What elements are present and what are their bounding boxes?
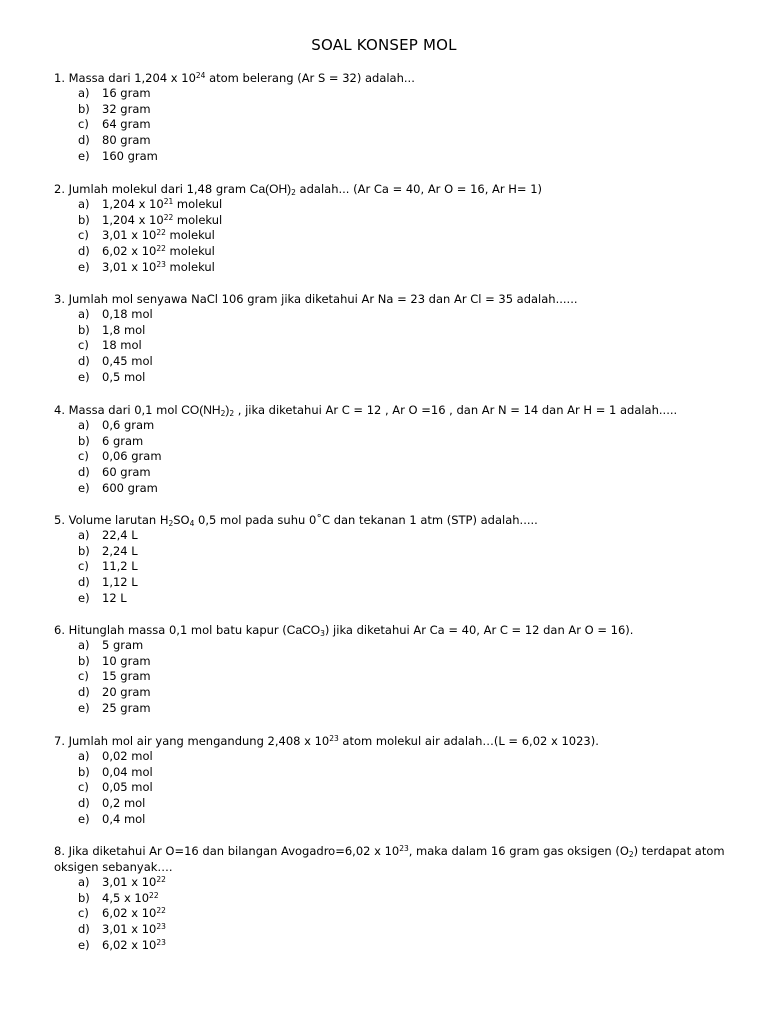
subscript: 3 [320, 629, 325, 638]
answer-option: b) 4,5 x $10^{22}$ [78, 890, 159, 905]
answer-option: a) 5 gram [78, 638, 144, 652]
superscript: 22 [156, 244, 166, 254]
superscript: 24 [195, 71, 206, 80]
answer-option: e) 3,01 x $10^{23}$ molekul [78, 259, 215, 274]
answer-options [54, 307, 734, 385]
answer-options [54, 528, 734, 606]
answer-option: c) 64 gram [78, 117, 151, 132]
answer-option: d) 3,01 x $10^{23}$ [78, 922, 166, 937]
question-text: 3. Jumlah mol senyawa NaCl 106 gram jika diketahui Ar Na = 23 dan Ar Cl = 35 adalah...... [54, 292, 578, 306]
answer-option: c) 0,05 mol [78, 780, 153, 795]
answer-option: a) 22,4 L [78, 528, 138, 542]
answer-option: a) 1,204 x $10^{21}$ molekul [78, 197, 223, 211]
answer-option: a) 0,18 mol [78, 307, 153, 321]
answer-option: d) 0,45 mol [78, 354, 153, 369]
question-text: 8. Jika diketahui Ar O=16 dan bilangan Avogadro=6,02 x $10^{23}$, maka dalam 16 gram gas oksigen $(O_2)$ terdapat atom oksigen sebanyak…. [54, 844, 725, 874]
superscript: 22 [163, 212, 174, 222]
answer-option: c) 18 mol [78, 338, 142, 353]
question-7 [54, 733, 734, 827]
subscript: 2 [229, 409, 235, 418]
answer-option: c) 15 gram [78, 669, 151, 684]
answer-option: e) 160 gram [78, 148, 158, 163]
answer-option: e) 25 gram [78, 700, 151, 715]
subscript: 2 [168, 519, 174, 528]
chemical-formula: CO(NH [181, 403, 221, 417]
answer-option: a) 0,02 mol [78, 749, 153, 763]
question-6 [54, 622, 734, 716]
answer-option: e) 12 L [78, 590, 127, 605]
answer-option: d) 80 gram [78, 133, 151, 148]
subscript: 4 [189, 519, 195, 528]
superscript: 21 [163, 197, 174, 206]
answer-options [54, 86, 734, 164]
answer-option: d) 20 gram [78, 685, 151, 700]
answer-option: a) 3,01 x $10^{22}$ [78, 875, 166, 889]
question-text: 2. Jumlah molekul dari 1,48 gram $Ca(OH)_2$ adalah... (Ar Ca = 40, Ar O = 16, Ar H= 1) [54, 182, 542, 197]
answer-option: a) 16 gram [78, 86, 151, 100]
superscript: 23 [156, 922, 166, 932]
answer-option: b) 0,04 mol [78, 764, 153, 779]
superscript: 22 [156, 875, 166, 884]
chemical-formula: CaCO [286, 623, 321, 637]
question-8 [54, 843, 734, 953]
answer-option: e) 600 gram [78, 480, 158, 495]
question-1 [54, 70, 734, 164]
answer-option: a) 0,6 gram [78, 418, 155, 432]
question-text: 4. Massa dari 0,1 mol $CO(NH_2)_2$ , jika diketahui Ar C = 12 , Ar O =16 , dan Ar N = 14 dan Ar H = 1 adalah..... [54, 403, 678, 418]
question-4 [54, 402, 734, 496]
question-2 [54, 181, 734, 275]
chemical-formula: ) [225, 403, 230, 417]
superscript: 23 [329, 734, 339, 743]
answer-option: c) 3,01 x $10^{22}$ molekul [78, 228, 215, 243]
answer-option: d) 60 gram [78, 465, 151, 480]
answer-option: d) 1,12 L [78, 575, 138, 590]
answer-option: d) 0,2 mol [78, 796, 146, 811]
superscript: 22 [156, 228, 166, 238]
answer-options [54, 749, 734, 827]
answer-option: b) 1,8 mol [78, 322, 146, 337]
superscript: 23 [156, 937, 166, 947]
answer-option: c) 11,2 L [78, 559, 138, 574]
superscript: 23 [399, 844, 409, 853]
answer-option: e) 0,4 mol [78, 811, 146, 826]
superscript: 22 [156, 906, 166, 916]
page-title: SOAL KONSEP MOL [311, 36, 457, 54]
question-5 [54, 512, 734, 606]
answer-option: b) 10 gram [78, 653, 151, 668]
subscript: 2 [220, 409, 226, 418]
answer-option: d) 6,02 x $10^{22}$ molekul [78, 244, 215, 259]
question-3 [54, 291, 734, 385]
answer-option: b) 1,204 x $10^{22}$ molekul [78, 212, 223, 227]
answer-options [54, 638, 734, 716]
chemical-formula: Ca(OH) [249, 182, 292, 196]
question-text: 6. Hitunglah massa 0,1 mol batu kapur (CaCO$_3$) jika diketahui Ar Ca = 40, Ar C = 12 dan Ar O = 16). [54, 623, 634, 638]
subscript: 2 [628, 850, 634, 859]
answer-option: c) 6,02 x $10^{22}$ [78, 906, 166, 921]
question-text: 1. Massa dari 1,204 x $10^{24}$ atom belerang (Ar S = 32) adalah... [54, 71, 415, 85]
answer-options [54, 875, 734, 953]
answer-option: e) 0,5 mol [78, 369, 146, 384]
superscript: 22 [149, 890, 159, 900]
question-text: 5. Volume larutan $H_2SO_4$ 0,5 mol pada suhu 0˚C dan tekanan 1 atm (STP) adalah..... [54, 513, 538, 528]
answer-option: c) 0,06 gram [78, 449, 162, 464]
subscript: 2 [291, 188, 296, 197]
answer-option: e) 6,02 x $10^{23}$ [78, 937, 166, 952]
question-text: 7. Jumlah mol air yang mengandung 2,408 x $10^{23}$ atom molekul air adalah…(L = 6,02 x 1023). [54, 734, 599, 748]
superscript: 23 [156, 259, 166, 269]
answer-option: b) 2,24 L [78, 543, 138, 558]
answer-option: b) 32 gram [78, 101, 151, 116]
answer-options [54, 418, 734, 496]
answer-option: b) 6 gram [78, 433, 144, 448]
answer-options [54, 197, 734, 275]
